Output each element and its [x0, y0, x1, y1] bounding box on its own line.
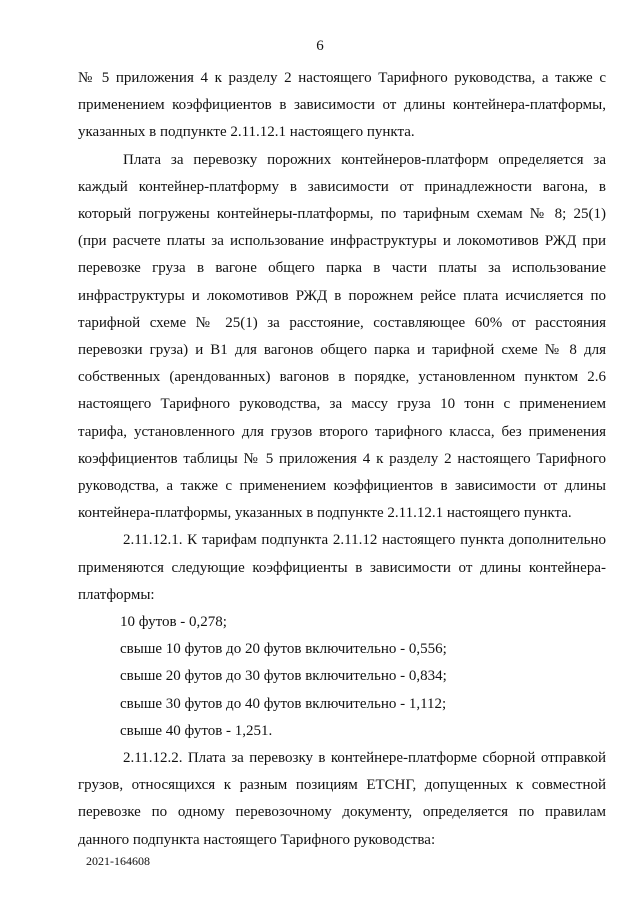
document-id: 2021-164608 — [86, 854, 150, 868]
page-number: 6 — [316, 38, 324, 54]
paragraph-2-11-12-2: 2.11.12.2. Плата за перевозку в контейнере-платформе сборной отправкой грузов, относящихся к разным позициям ЕТСНГ, допущенных к совместной перевозке по одному перевозочному документу, определяется по правилам данного подпункта настоящего Тарифного руководства: — [78, 750, 606, 848]
coefficient-item: свыше 20 футов до 30 футов включительно - 0,834; — [120, 668, 447, 685]
paragraph-continuation: № 5 приложения 4 к разделу 2 настоящего Тарифного руководства, а также с применением коэффициентов в зависимости от длины контейнера-платформы, указанных в подпункте 2.11.12.1 настоящего пункта. — [78, 70, 606, 141]
coefficient-item: свыше 10 футов до 20 футов включительно - 0,556; — [120, 641, 447, 658]
document-body — [78, 65, 606, 854]
coefficient-item: свыше 40 футов - 1,251. — [120, 722, 273, 739]
coefficient-item: 10 футов - 0,278; — [120, 614, 227, 631]
paragraph-empty-platforms: Плата за перевозку порожних контейнеров-платформ определяется за каждый контейнер-платформу в зависимости от принадлежности вагона, в который погружены контейнеры-платформы, по тарифным схемам № 8; 25(1) (при расчете платы за использование инфраструктуры и локомотивов РЖД при перевозке груза в вагоне общего парка в части платы за использование инфраструктуры и локомотивов РЖД в порожнем рейсе плата исчисляется по тарифной схеме № 25(1) за расстояние, составляющее 60% от расстояния перевозки груза) и В1 для вагонов общего парка и тарифной схеме № 8 для собственных (арендованных) вагонов в порядке, установленном пунктом 2.6 настоящего Тарифного руководства, за массу груза 10 тонн с применением тарифа, установленного для грузов второго тарифного класса, без применения коэффициентов таблицы № 5 приложения 4 к разделу 2 настоящего Тарифного руководства, а также с применением коэффициентов в зависимости от длины контейнера-платформы, указанных в подпункте 2.11.12.1 настоящего пункта. — [78, 151, 606, 522]
paragraph-2-11-12-1: 2.11.12.1. К тарифам подпункта 2.11.12 настоящего пункта дополнительно применяются следующие коэффициенты в зависимости от длины контейнера-платформы: — [78, 532, 606, 603]
coefficient-item: свыше 30 футов до 40 футов включительно - 1,112; — [120, 695, 447, 712]
